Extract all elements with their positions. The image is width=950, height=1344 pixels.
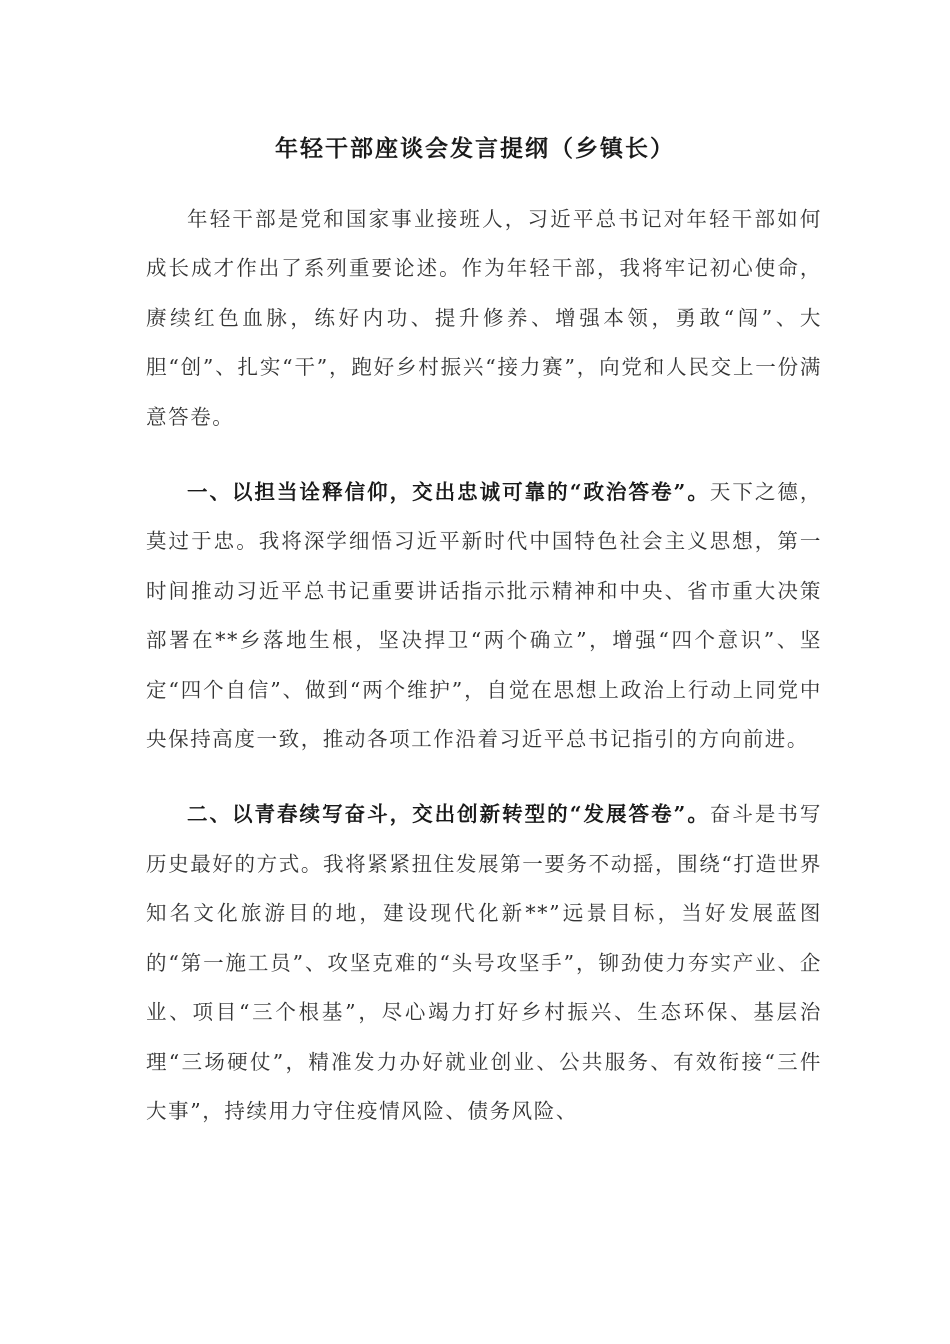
document-title: 年轻干部座谈会发言提纲（乡镇长） [275, 135, 675, 162]
section-heading-2: 二、以青春续写奋斗，交出创新转型的“发展答卷”。 [187, 802, 710, 827]
section-text-2: 奋斗是书写历史最好的方式。我将紧紧扭住发展第一要务不动摇，围绕“打造世界知名文化旅游目的地，建设现代化新**”远景目标，当好发展蓝图的“第一施工员”、攻坚克难的“头号攻坚手”，铆劲使力夯实产业、企业、项目“三个根基”，尽心竭力打好乡村振兴、生态环保、基层治理“三场硬仗”，精准发力办好就业创业、公共服务、有效衔接“三件大事”，持续用力守住疫情风险、债务风险、 [146, 802, 823, 1123]
intro-paragraph: 年轻干部是党和国家事业接班人，习近平总书记对年轻干部如何成长成才作出了系列重要论述。作为年轻干部，我将牢记初心使命，赓续红色血脉，练好内功、提升修养、增强本领，勇敢“闯”、大胆“创”、扎实“干”，跑好乡村振兴“接力赛”，向党和人民交上一份满意答卷。 [146, 207, 822, 429]
section-paragraph-2 [146, 790, 822, 1136]
section-heading-1: 一、以担当诠释信仰，交出忠诚可靠的“政治答卷”。 [187, 480, 710, 505]
section-paragraph-1 [146, 468, 822, 764]
section-text-1: 天下之德，莫过于忠。我将深学细悟习近平新时代中国特色社会主义思想，第一时间推动习近平总书记重要讲话指示批示精神和中央、省市重大决策部署在**乡落地生根，坚决捍卫“两个确立”，增强“四个意识”、坚定“四个自信”、做到“两个维护”，自觉在思想上政治上行动上同党中央保持高度一致，推动各项工作沿着习近平总书记指引的方向前进。 [146, 480, 823, 752]
document-body [146, 195, 822, 1162]
